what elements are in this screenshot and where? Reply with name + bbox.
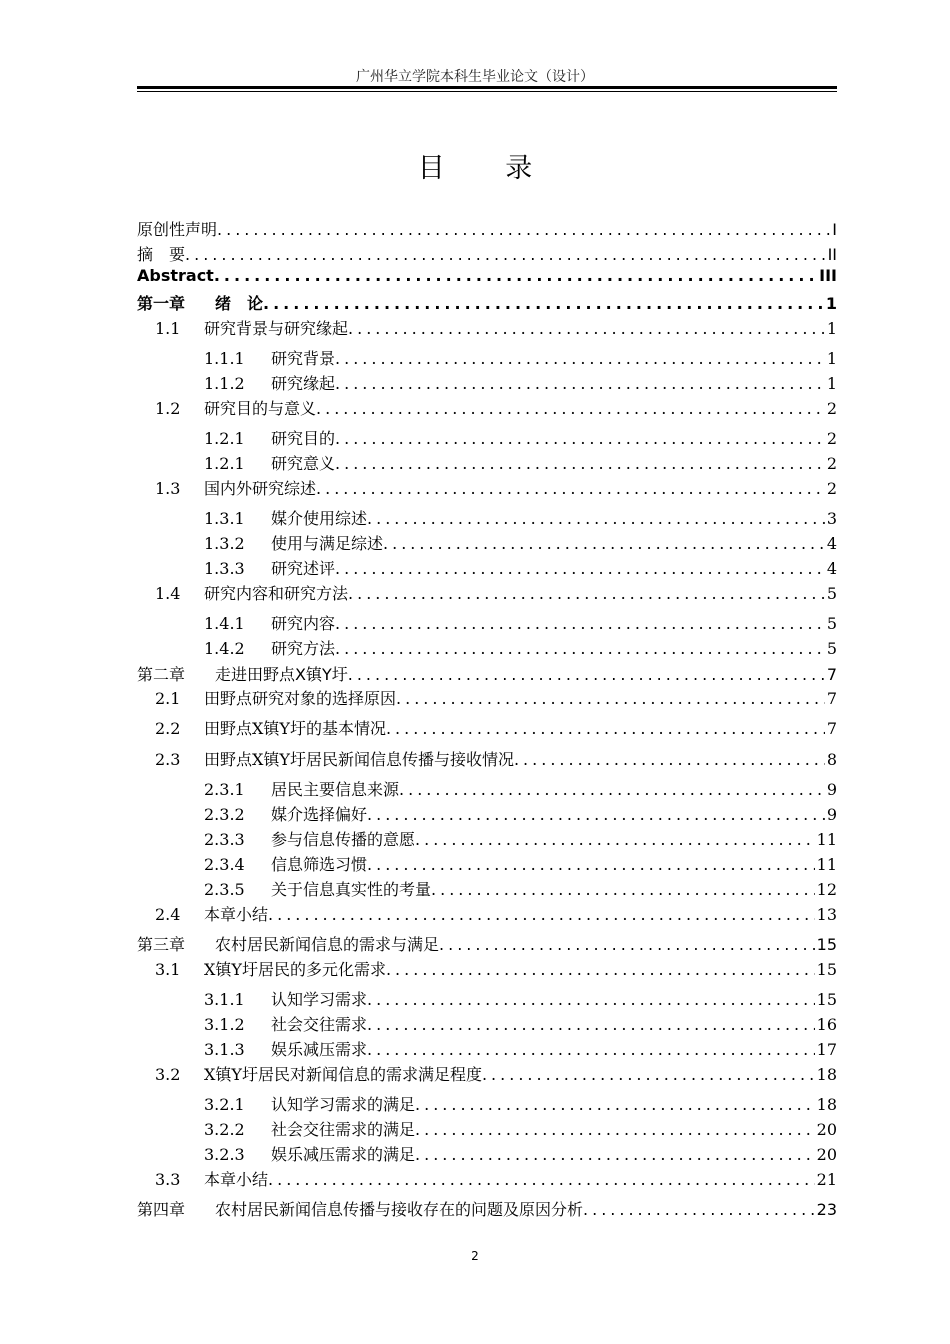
toc-entry[interactable]: [137, 877, 837, 899]
dot-leader: [335, 639, 825, 658]
dot-leader: [367, 1015, 815, 1034]
toc-entry[interactable]: [137, 266, 837, 288]
toc-entry-title: 田野点X镇Y圩的基本情况: [204, 719, 386, 738]
toc-entry-number: 2.3.2: [204, 805, 245, 824]
toc-entry-title: 田野点研究对象的选择原因: [204, 689, 397, 708]
toc-entry-page: 11: [816, 830, 837, 849]
toc-entry-title: 研究背景与研究缘起: [204, 319, 349, 338]
toc-entry-page: 17: [816, 1040, 837, 1059]
dot-leader: [514, 750, 825, 769]
toc-entry-page: 4: [826, 534, 837, 553]
toc-entry-page: 5: [826, 584, 837, 603]
toc-entry[interactable]: [137, 827, 837, 849]
toc-entry-page: 21: [816, 1170, 837, 1189]
toc-entry-page: 8: [826, 750, 837, 769]
toc-entry-page: 2: [826, 454, 837, 473]
toc-entry-title: 参与信息传播的意愿: [271, 830, 416, 849]
toc-entry-title: 研究目的: [271, 429, 336, 448]
dot-leader: [335, 454, 825, 473]
dot-leader: [482, 1065, 815, 1084]
toc-entry[interactable]: [137, 1197, 837, 1219]
dot-leader: [268, 1170, 815, 1189]
header-rule-thin: [137, 91, 837, 92]
toc-entry-number: 1.2: [155, 399, 181, 418]
toc-entry[interactable]: [137, 426, 837, 448]
dot-leader: [348, 665, 825, 684]
toc-entry-page: 15: [816, 935, 837, 954]
toc-entry-number: 3.3: [155, 1170, 181, 1189]
toc-entry-page: 13: [816, 905, 837, 924]
dot-leader: [583, 1200, 815, 1219]
toc-entry-number: 1.1: [155, 319, 181, 338]
running-header: 广州华立学院本科生毕业论文（设计）: [356, 69, 594, 85]
toc-entry[interactable]: [137, 451, 837, 473]
toc-entry-title: X镇Y圩居民的多元化需求: [204, 960, 386, 979]
toc-entry-title: 原创性声明: [137, 220, 218, 239]
toc-entry-number: 第一章: [137, 294, 186, 313]
toc-entry-title: 社会交往需求的满足: [271, 1120, 416, 1139]
toc-entry-title: 媒介使用综述: [271, 509, 368, 528]
toc-entry[interactable]: [137, 957, 837, 979]
dot-leader: [348, 319, 825, 338]
toc-entry[interactable]: [137, 1167, 837, 1189]
toc-entry-page: 9: [826, 805, 837, 824]
dot-leader: [316, 399, 825, 418]
dot-leader: [335, 374, 825, 393]
toc-entry-title: 研究方法: [271, 639, 336, 658]
dot-leader: [348, 584, 825, 603]
toc-entry[interactable]: [137, 242, 837, 264]
toc-entry-number: 3.2: [155, 1065, 181, 1084]
toc-entry-page: 12: [816, 880, 837, 899]
toc-entry-number: 第四章: [137, 1200, 186, 1219]
toc-entry[interactable]: [137, 716, 837, 738]
toc-entry-title: 研究目的与意义: [204, 399, 317, 418]
toc-entry-page: 15: [816, 990, 837, 1009]
toc-entry-page: 3: [826, 509, 837, 528]
toc-entry[interactable]: [137, 396, 837, 418]
toc-entry[interactable]: [137, 932, 837, 954]
dot-leader: [268, 905, 815, 924]
toc-entry-number: 3.2.3: [204, 1145, 245, 1164]
dot-leader: [386, 960, 815, 979]
toc-entry-number: 1.4: [155, 584, 181, 603]
toc-entry-title: 信息筛选习惯: [271, 855, 368, 874]
toc-entry-title: 居民主要信息来源: [271, 780, 400, 799]
toc-entry-page: 20: [816, 1120, 837, 1139]
toc-entry-page: 7: [826, 665, 837, 684]
toc-entry-title: 研究缘起: [271, 374, 336, 393]
toc-entry-number: 2.3.1: [204, 780, 245, 799]
toc-entry-title: 研究内容和研究方法: [204, 584, 349, 603]
dot-leader: [335, 614, 825, 633]
toc-entry-page: 18: [816, 1095, 837, 1114]
toc-entry[interactable]: [137, 636, 837, 658]
toc-entry-number: 2.1: [155, 689, 181, 708]
toc-entry[interactable]: [137, 531, 837, 553]
toc-entry-number: 1.4.2: [204, 639, 245, 658]
toc-entry-number: 1.2.1: [204, 429, 245, 448]
toc-entry-title: 农村居民新闻信息传播与接收存在的问题及原因分析: [215, 1200, 584, 1219]
toc-entry-title: 研究内容: [271, 614, 336, 633]
toc-entry-page: 16: [816, 1015, 837, 1034]
toc-entry-title: 关于信息真实性的考量: [271, 880, 432, 899]
toc-entry-title: Abstract: [137, 266, 214, 285]
toc-entry-title: 娱乐减压需求的满足: [271, 1145, 416, 1164]
dot-leader: [335, 429, 825, 448]
toc-entry-title: 本章小结: [204, 1170, 269, 1189]
toc-entry-number: 第二章: [137, 665, 186, 684]
toc-entry-number: 1.3: [155, 479, 181, 498]
toc-entry[interactable]: [137, 217, 837, 239]
dot-leader: [335, 559, 825, 578]
toc-entry-page: 2: [826, 429, 837, 448]
toc-entry-page: 2: [826, 479, 837, 498]
toc-entry-title: 使用与满足综述: [271, 534, 384, 553]
toc-entry-page: III: [819, 266, 837, 285]
dot-leader: [316, 479, 825, 498]
toc-entry[interactable]: [137, 611, 837, 633]
toc-entry-number: 1.3.3: [204, 559, 245, 578]
dot-leader: [415, 1120, 815, 1139]
dot-leader: [217, 220, 830, 239]
toc-entry-page: 15: [816, 960, 837, 979]
dot-leader: [415, 830, 815, 849]
toc-entry[interactable]: [137, 1012, 837, 1034]
toc-entry-title: 田野点X镇Y圩居民新闻信息传播与接收情况: [204, 750, 514, 769]
toc-entry-page: 7: [826, 689, 837, 708]
toc-entry-page: 18: [816, 1065, 837, 1084]
toc-entry-number: 2.4: [155, 905, 181, 924]
toc-entry[interactable]: [137, 1142, 837, 1164]
dot-leader: [367, 509, 825, 528]
toc-entry-title: 摘 要: [137, 245, 186, 264]
toc-entry[interactable]: [137, 581, 837, 603]
toc-entry-page: I: [832, 220, 837, 239]
page-number: 2: [471, 1249, 479, 1263]
toc-entry-number: 3.1.1: [204, 990, 245, 1009]
toc-entry-page: 2: [826, 399, 837, 418]
dot-leader: [367, 1040, 815, 1059]
toc-entry-page: 11: [816, 855, 837, 874]
toc-entry[interactable]: [137, 1117, 837, 1139]
toc-entry[interactable]: [137, 902, 837, 924]
toc-entry-title: 研究述评: [271, 559, 336, 578]
toc-entry-page: 1: [825, 294, 837, 313]
toc-entry-page: II: [827, 245, 837, 264]
dot-leader: [214, 266, 817, 285]
dot-leader: [399, 780, 825, 799]
toc-entry[interactable]: [137, 346, 837, 368]
toc-entry-page: 20: [816, 1145, 837, 1164]
toc-entry[interactable]: [137, 987, 837, 1009]
toc-entry-title: 国内外研究综述: [204, 479, 317, 498]
toc-entry-title: 农村居民新闻信息的需求与满足: [215, 935, 440, 954]
toc-entry-number: 3.1.3: [204, 1040, 245, 1059]
header-rule-thick: [137, 86, 837, 89]
toc-entry-title: 绪 论: [215, 294, 264, 313]
toc-entry-page: 23: [816, 1200, 837, 1219]
toc-entry-title: 娱乐减压需求: [271, 1040, 368, 1059]
toc-entry[interactable]: [137, 476, 837, 498]
dot-leader: [439, 935, 815, 954]
dot-leader: [431, 880, 815, 899]
toc-entry-number: 1.3.2: [204, 534, 245, 553]
toc-entry-number: 1.1.1: [204, 349, 245, 368]
toc-entry[interactable]: [137, 506, 837, 528]
toc-entry[interactable]: [137, 686, 837, 708]
toc-entry-number: 3.2.2: [204, 1120, 245, 1139]
dot-leader: [415, 1145, 815, 1164]
dot-leader: [367, 805, 825, 824]
toc-entry-page: 9: [826, 780, 837, 799]
dot-leader: [383, 534, 825, 553]
toc-entry-number: 2.3.5: [204, 880, 245, 899]
toc-entry-title: 认知学习需求: [271, 990, 368, 1009]
toc-entry[interactable]: [137, 777, 837, 799]
toc-entry-number: 第三章: [137, 935, 186, 954]
dot-leader: [263, 294, 824, 313]
dot-leader: [386, 719, 825, 738]
toc-entry-number: 1.2.1: [204, 454, 245, 473]
toc-entry[interactable]: [137, 802, 837, 824]
toc-entry[interactable]: [137, 316, 837, 338]
toc-entry-title: 研究背景: [271, 349, 336, 368]
toc-title: 目 录: [417, 153, 559, 184]
toc-entry-number: 3.1: [155, 960, 181, 979]
toc-entry-number: 2.3.4: [204, 855, 245, 874]
toc-entry-number: 1.1.2: [204, 374, 245, 393]
toc-entry-page: 5: [826, 639, 837, 658]
toc-entry[interactable]: [137, 1037, 837, 1059]
toc-entry[interactable]: [137, 662, 837, 684]
toc-entry-title: 研究意义: [271, 454, 336, 473]
dot-leader: [335, 349, 825, 368]
toc-entry[interactable]: [137, 852, 837, 874]
toc-entry[interactable]: [137, 1062, 837, 1084]
dot-leader: [367, 990, 815, 1009]
toc-entry-page: 1: [826, 349, 837, 368]
toc-entry-page: 7: [826, 719, 837, 738]
toc-entry-number: 2.3: [155, 750, 181, 769]
toc-entry-number: 3.2.1: [204, 1095, 245, 1114]
toc-entry[interactable]: [137, 556, 837, 578]
toc-entry[interactable]: [137, 1092, 837, 1114]
toc-entry-page: 5: [826, 614, 837, 633]
toc-entry-number: 2.2: [155, 719, 181, 738]
toc-entry-number: 1.3.1: [204, 509, 245, 528]
toc-entry-title: 走进田野点X镇Y圩: [215, 665, 348, 684]
dot-leader: [415, 1095, 815, 1114]
toc-entry-page: 1: [826, 374, 837, 393]
toc-entry-title: 本章小结: [204, 905, 269, 924]
toc-entry[interactable]: [137, 291, 837, 313]
toc-entry-page: 4: [826, 559, 837, 578]
toc-entry[interactable]: [137, 747, 837, 769]
toc-entry-number: 1.4.1: [204, 614, 245, 633]
toc-entry-number: 3.1.2: [204, 1015, 245, 1034]
toc-entry-number: 2.3.3: [204, 830, 245, 849]
toc-entry-title: 社会交往需求: [271, 1015, 368, 1034]
dot-leader: [185, 245, 826, 264]
toc-entry-title: X镇Y圩居民对新闻信息的需求满足程度: [204, 1065, 482, 1084]
toc-entry[interactable]: [137, 371, 837, 393]
toc-entry-title: 媒介选择偏好: [271, 805, 368, 824]
toc-entry-title: 认知学习需求的满足: [271, 1095, 416, 1114]
dot-leader: [367, 855, 815, 874]
dot-leader: [396, 689, 825, 708]
toc-entry-page: 1: [826, 319, 837, 338]
